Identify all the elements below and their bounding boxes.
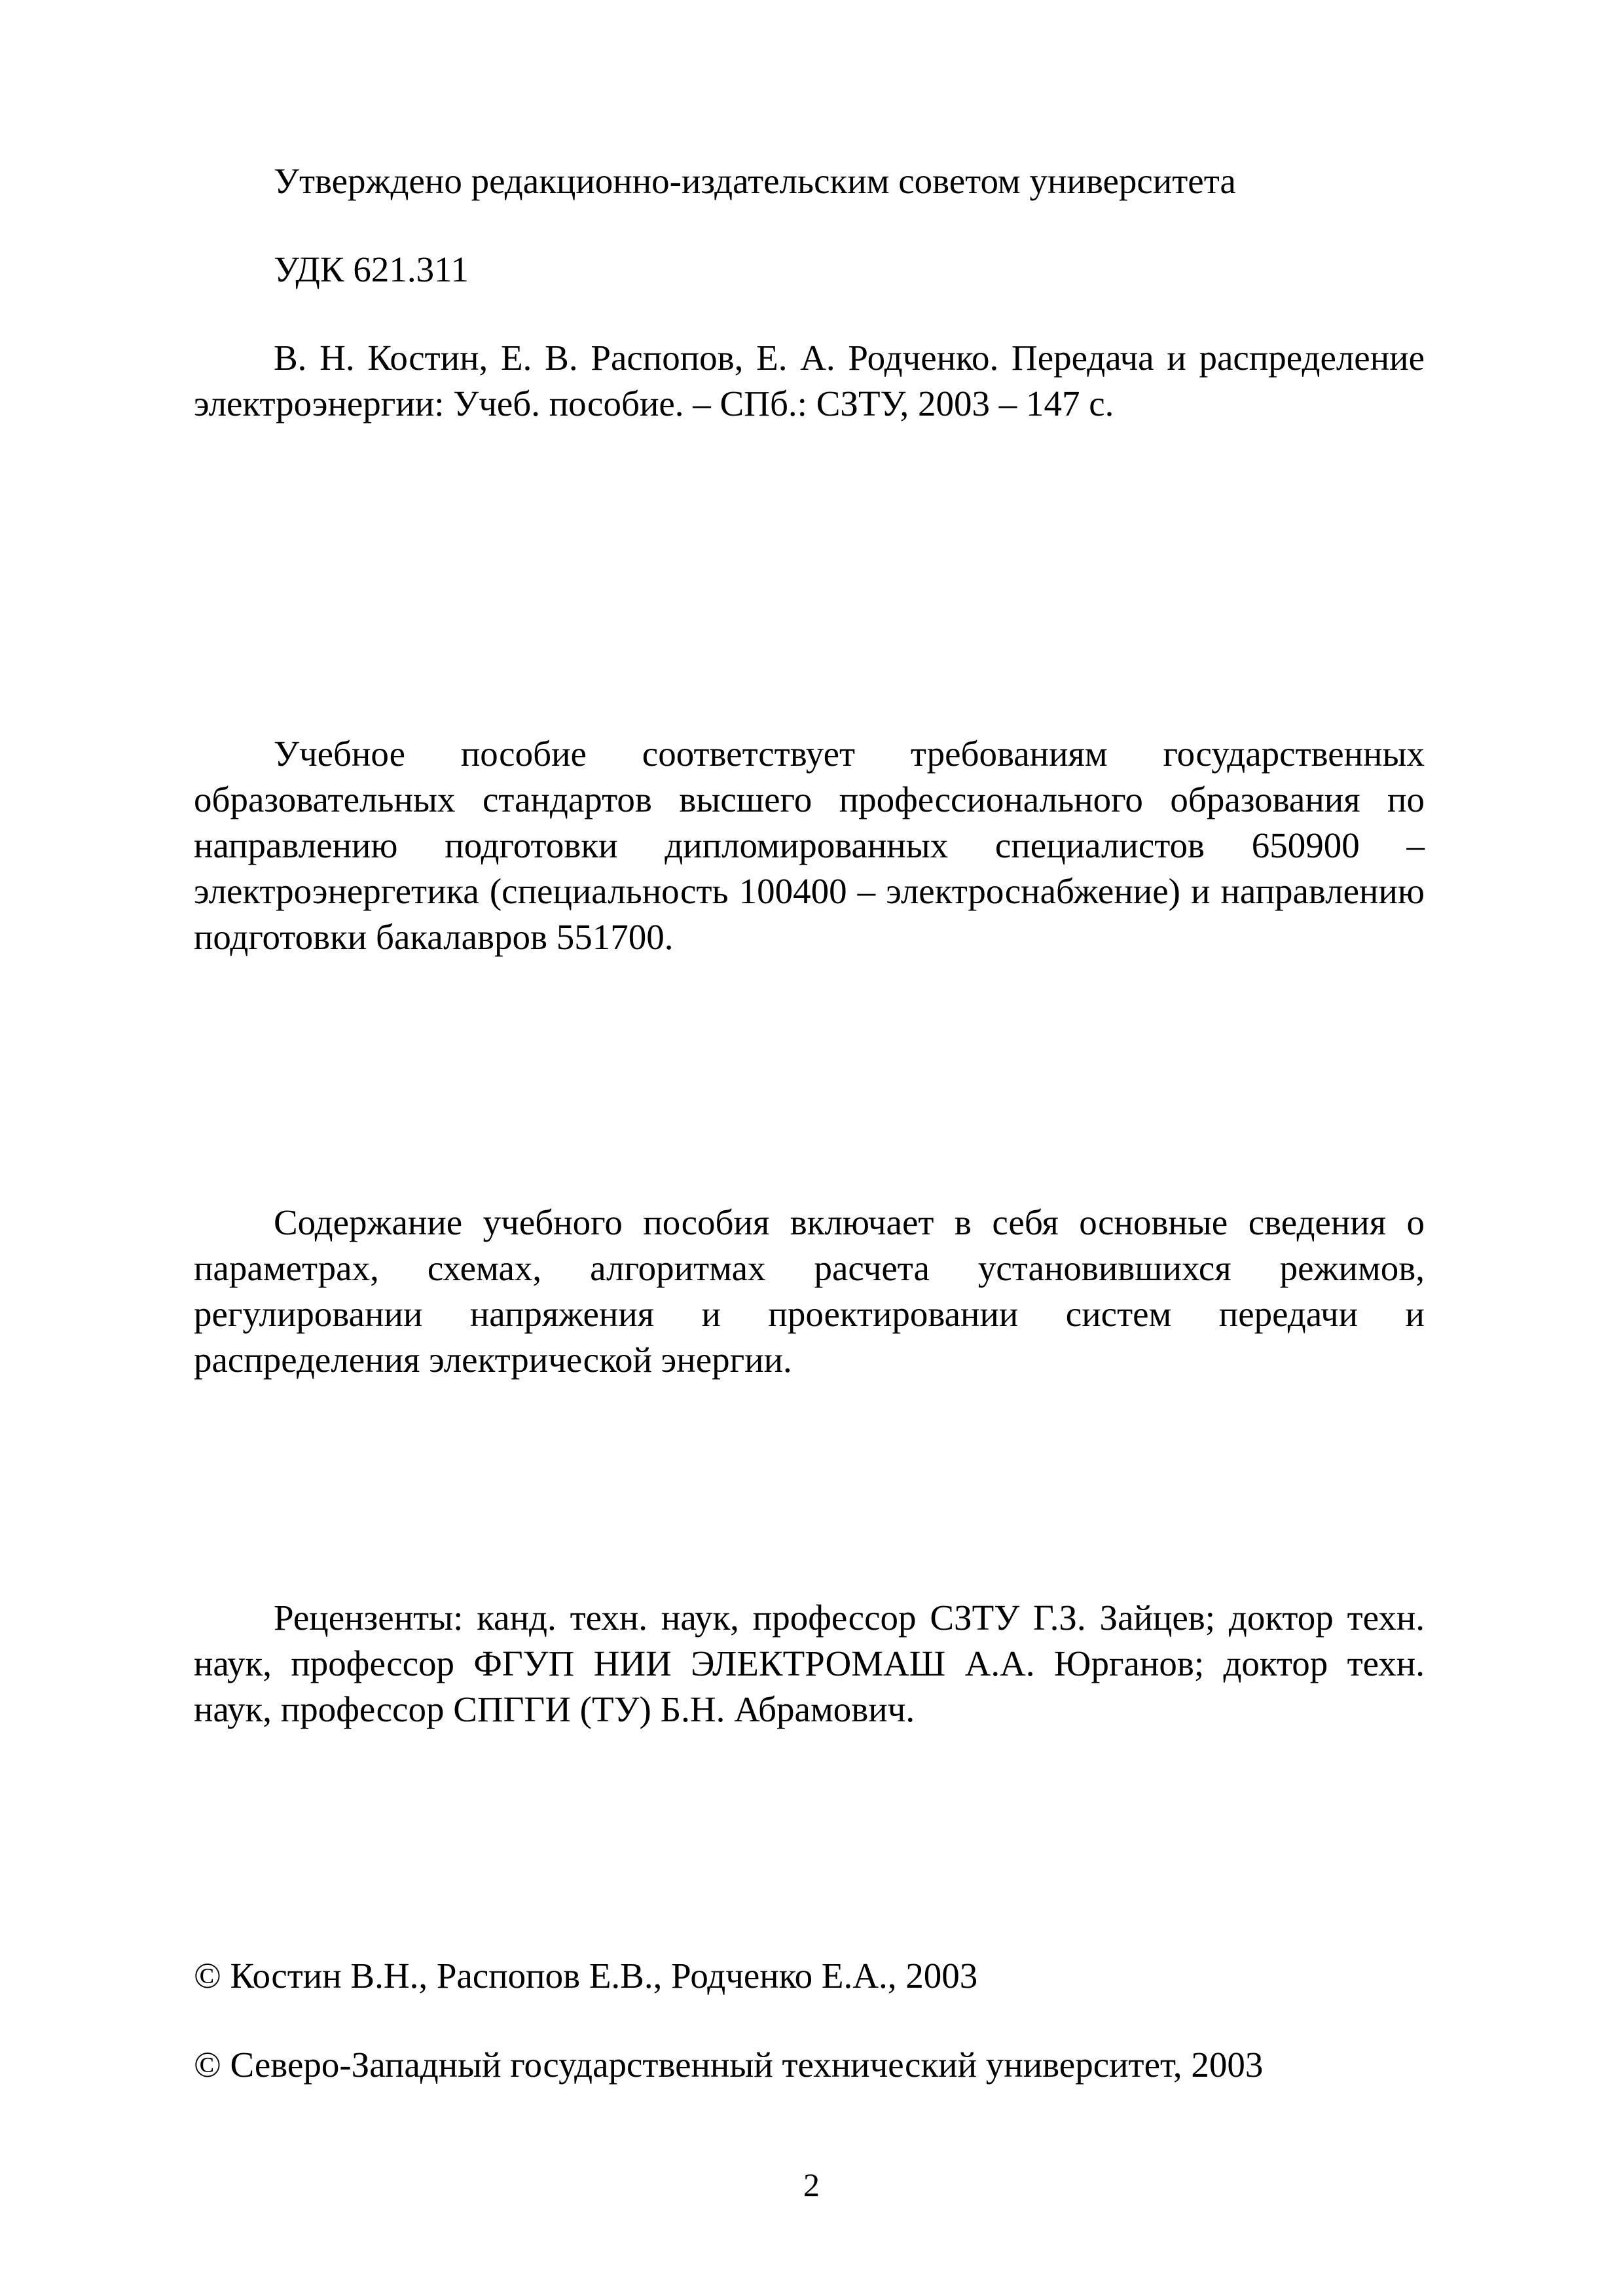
- bibliographic-citation: В. Н. Костин, Е. В. Распопов, Е. А. Родченко. Передача и распределение электроэнергии: Учеб. пособие. – СПб.: СЗТУ, 2003 – 147 с.: [194, 338, 1425, 423]
- udk-code: УДК 621.311: [274, 249, 469, 289]
- copyright-authors: © Костин В.Н., Распопов Е.В., Родченко Е.А., 2003: [194, 1956, 978, 1996]
- approval-note: Утверждено редакционно-издательским советом университета: [274, 161, 1236, 201]
- page-number: 2: [803, 2166, 820, 2203]
- standards-compliance-paragraph: Учебное пособие соответствует требованиям государственных образовательных стандартов высшего профессионального образования по направлению подготовки дипломированных специалистов 650900 – электроэнергетика (специальность 100400 – электроснабжение) и направлению подготовки бакалавров 551700.: [194, 734, 1425, 957]
- contents-summary-paragraph: Содержание учебного пособия включает в себя основные сведения о параметрах, схемах, алгоритмах расчета установившихся режимов, регулировании напряжения и проектировании систем передачи и распределения электрической энергии.: [194, 1202, 1425, 1380]
- copyright-university: © Северо-Западный государственный технический университет, 2003: [194, 2045, 1264, 2085]
- reviewers-paragraph: Рецензенты: канд. техн. наук, профессор СЗТУ Г.З. Зайцев; доктор техн. наук, профессор ФГУП НИИ ЭЛЕКТРОМАШ А.А. Юрганов; доктор техн. наук, профессор СПГГИ (ТУ) Б.Н. Абрамович.: [194, 1598, 1425, 1729]
